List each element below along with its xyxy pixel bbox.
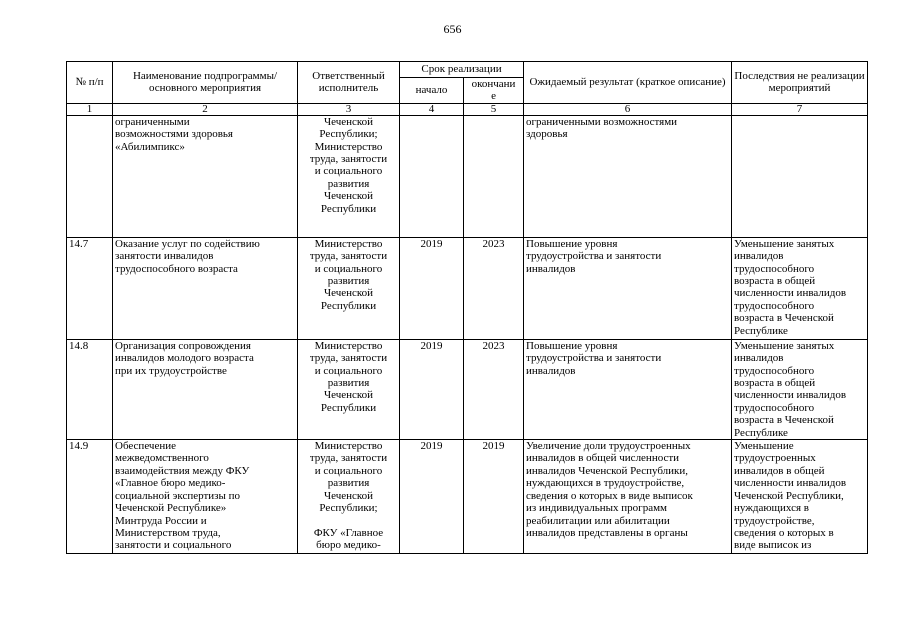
row-start: 2019 [400,440,464,554]
row-responsible: Министерство труда, занятости и социального развития Чеченской Республики [298,339,400,439]
row-end: 2023 [464,237,524,339]
table-row [67,339,868,439]
table-row [67,237,868,339]
column-number: 5 [464,103,524,115]
row-name: Обеспечение межведомственного взаимодействия между ФКУ «Главное бюро медико- социальной экспертизы по Чеченской Республике» Минтруда России и Министерством труда, занятости и социального [113,440,298,554]
column-number: 6 [524,103,732,115]
table-row [67,115,868,237]
row-end: 2023 [464,339,524,439]
row-num [67,115,113,237]
row-result: Повышение уровня трудоустройства и занятости инвалидов [524,339,732,439]
column-number: 3 [298,103,400,115]
row-num: 14.9 [67,440,113,554]
header-num: № п/п [67,62,113,104]
row-responsible: Министерство труда, занятости и социального развития Чеченской Республики; ФКУ «Главное бюро медико- [298,440,400,554]
row-name: Организация сопровождения инвалидов молодого возраста при их трудоустройстве [113,339,298,439]
row-responsible: Министерство труда, занятости и социального развития Чеченской Республики [298,237,400,339]
row-start: 2019 [400,237,464,339]
row-end: 2019 [464,440,524,554]
row-consequences: Уменьшение занятых инвалидов трудоспособного возраста в общей численности инвалидов трудоспособного возраста в Чеченской Республике [732,339,868,439]
row-name: ограниченными возможностями здоровья «Абилимпикс» [113,115,298,237]
row-result: ограниченными возможностями здоровья [524,115,732,237]
header-result: Ожидаемый результат (краткое описание) [524,62,732,104]
header-start: начало [400,78,464,104]
column-number: 2 [113,103,298,115]
row-responsible: Чеченской Республики; Министерство труда, занятости и социального развития Чеченской Республики [298,115,400,237]
row-start: 2019 [400,339,464,439]
column-number: 1 [67,103,113,115]
row-num: 14.7 [67,237,113,339]
row-num: 14.8 [67,339,113,439]
row-start [400,115,464,237]
column-number: 4 [400,103,464,115]
row-result: Увеличение доли трудоустроенных инвалидов в общей численности инвалидов Чеченской Республики, нуждающихся в трудоустройстве, сведения о которых в виде выписок из индивидуальных программ реабилитации или абилитации инвалидов представлены в органы [524,440,732,554]
header-end: окончани е [464,78,524,104]
header-responsible: Ответственный исполнитель [298,62,400,104]
header-consequences: Последствия не реализации мероприятий [732,62,868,104]
row-result: Повышение уровня трудоустройства и занятости инвалидов [524,237,732,339]
row-consequences [732,115,868,237]
header-name: Наименование подпрограммы/ основного мероприятия [113,62,298,104]
column-number-row [67,103,868,115]
row-name: Оказание услуг по содействию занятости инвалидов трудоспособного возраста [113,237,298,339]
column-number: 7 [732,103,868,115]
row-consequences: Уменьшение трудоустроенных инвалидов в общей численности инвалидов Чеченской Республики, нуждающихся в трудоустройстве, сведения о которых в виде выписок из [732,440,868,554]
header-period: Срок реализации [400,62,524,78]
page-number: 656 [443,22,462,36]
row-consequences: Уменьшение занятых инвалидов трудоспособного возраста в общей численности инвалидов трудоспособного возраста в Чеченской Республике [732,237,868,339]
measures-table [66,61,868,554]
table-row [67,440,868,554]
row-end [464,115,524,237]
